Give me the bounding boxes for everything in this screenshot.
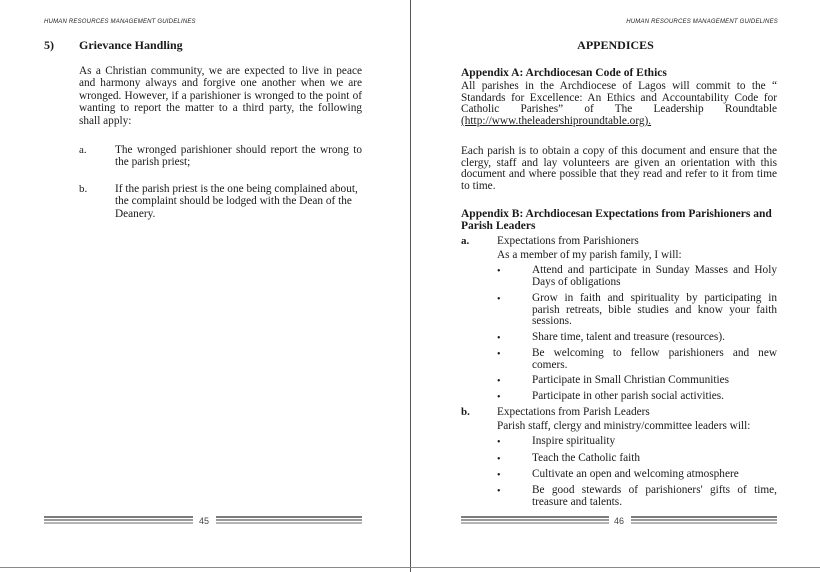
page-footer (44, 516, 364, 528)
list-item: Attend and participate in Sunday Masses and Holy Days of obligations (532, 264, 777, 288)
bullet: • (497, 266, 501, 277)
footer-rule-left (44, 516, 193, 528)
right-page (411, 0, 820, 572)
list-item: Teach the Catholic faith (532, 452, 641, 464)
item-marker: a. (79, 144, 87, 156)
bullet: • (497, 333, 501, 344)
sub-b-lead: Parish staff, clergy and ministry/committee leaders will: (497, 420, 751, 432)
sub-b-marker: b. (461, 406, 470, 418)
page-footer (461, 516, 777, 528)
appendix-b-heading: Appendix B: Archdiocesan Expectations from Parishioners and Parish Leaders (461, 208, 772, 232)
bottom-edge (0, 567, 820, 568)
footer-rule-right (631, 516, 777, 528)
list-item: Participate in other parish social activities. (532, 390, 724, 402)
bullet: • (497, 454, 501, 465)
bullet: • (497, 376, 501, 387)
footer-rule-left (461, 516, 609, 528)
bullet: • (497, 470, 501, 481)
list-item: Grow in faith and spirituality by participating in parish retreats, bible studies and know your faith sessions. (532, 292, 777, 328)
appendix-a-text: All parishes in the Archdiocese of Lagos will commit to the “ Standards for Excellence: An Ethics and Accountability Code for Catholic Parishes” of The Leadership Roundtable (461, 80, 777, 116)
sub-a-marker: a. (461, 235, 470, 247)
appendix-a-paragraph-2: Each parish is to obtain a copy of this document and ensure that the clergy, staff and lay volunteers are given an orientation with this document and where possible that they read and refer to it from time to time. (461, 145, 777, 192)
sub-a-lead: As a member of my parish family, I will: (497, 249, 682, 261)
running-header: HUMAN RESOURCES MANAGEMENT GUIDELINES (44, 19, 196, 25)
item-marker: b. (79, 183, 88, 195)
list-item: Inspire spirituality (532, 435, 616, 447)
bullet: • (497, 437, 501, 448)
section-number: 5) (44, 38, 54, 52)
sub-b-title: Expectations from Parish Leaders (497, 406, 650, 418)
roundtable-link[interactable]: (http://www.theleadershiproundtable.org). (461, 114, 652, 127)
sub-a-title: Expectations from Parishioners (497, 235, 639, 247)
list-item: Be welcoming to fellow parishioners and new comers. (532, 347, 777, 371)
running-header: HUMAN RESOURCES MANAGEMENT GUIDELINES (626, 19, 778, 25)
list-item: Be good stewards of parishioners' gifts of time, treasure and talents. (532, 484, 777, 508)
bullet: • (497, 392, 501, 403)
page-title: APPENDICES (577, 38, 654, 52)
page-number: 45 (199, 516, 210, 526)
appendix-a-paragraph (461, 81, 777, 127)
page-number: 46 (614, 516, 625, 526)
list-item: Share time, talent and treasure (resources). (532, 331, 725, 343)
list-item: Participate in Small Christian Communities (532, 374, 730, 386)
list-item: The wronged parishioner should report the wrong to the parish priest; (115, 144, 362, 169)
section-title: Grievance Handling (79, 38, 183, 52)
appendix-a-heading: Appendix A: Archdiocesan Code of Ethics (461, 67, 667, 79)
bullet: • (497, 486, 501, 497)
list-item: If the parish priest is the one being complained about, the complaint should be lodged with the Dean of the Deanery. (115, 183, 358, 220)
list-item: Cultivate an open and welcoming atmosphere (532, 468, 739, 480)
bullet: • (497, 294, 501, 305)
footer-rule-right (216, 516, 362, 528)
bullet: • (497, 349, 501, 360)
intro-paragraph: As a Christian community, we are expected to live in peace and harmony always and forgive one another when we are wronged. However, if a parishioner is wronged to the point of wanting to report the matter to a third party, the following shall apply: (79, 65, 362, 127)
